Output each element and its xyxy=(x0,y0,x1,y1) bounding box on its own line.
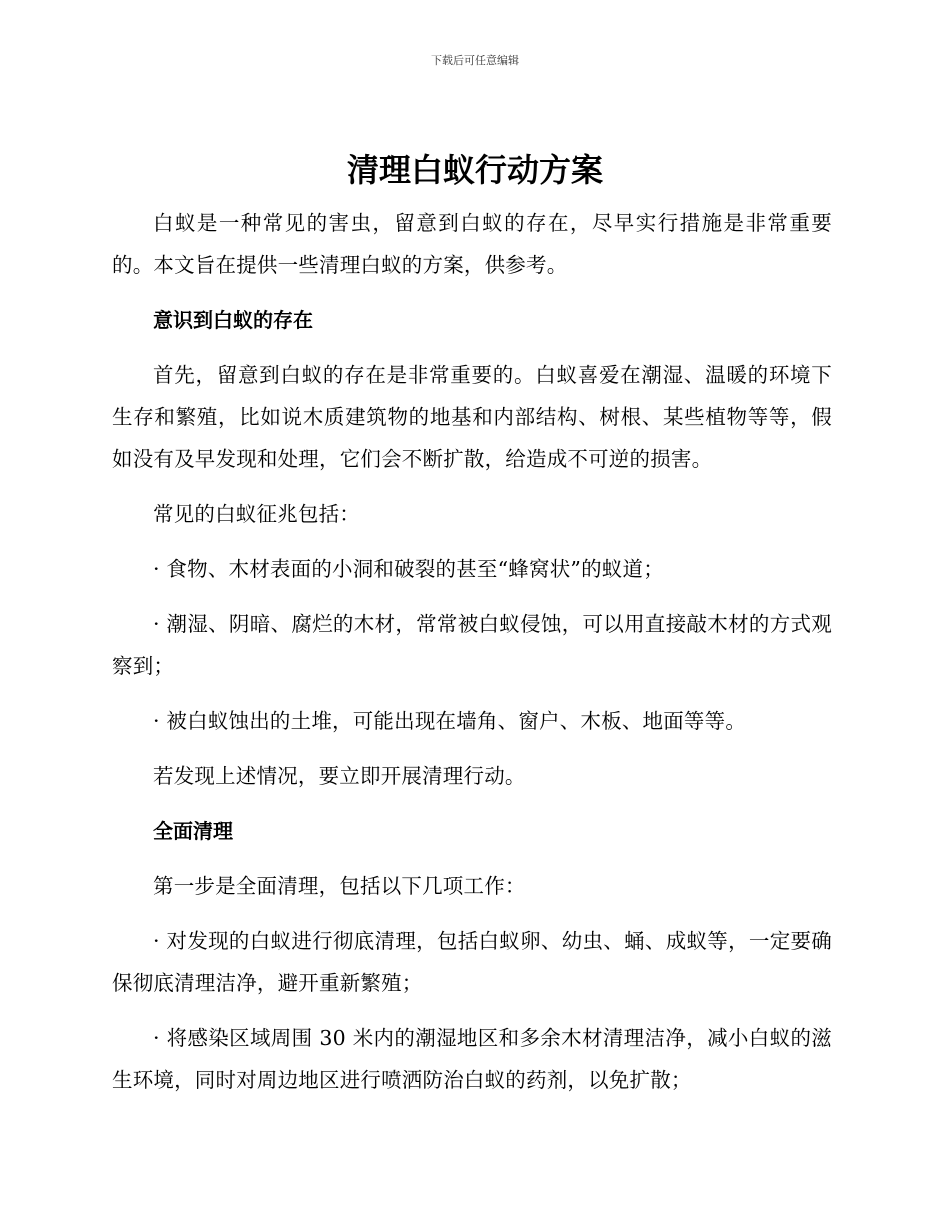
signs-bullet-3: · 被白蚁蚀出的土堆，可能出现在墙角、窗户、木板、地面等等。 xyxy=(153,709,747,733)
signs-intro-paragraph: 常见的白蚁征兆包括： xyxy=(153,502,360,526)
signs-bullet-1: · 食物、木材表面的小洞和破裂的甚至“蜂窝状”的蚁道； xyxy=(153,557,664,581)
section-heading-awareness: 意识到白蚁的存在 xyxy=(153,308,313,332)
intro-paragraph: 白蚁是一种常见的害虫，留意到白蚁的存在，尽早实行措施是非常重要的。本文旨在提供一些清理白蚁的方案，供参考。 xyxy=(112,211,832,277)
page-header-note: 下载后可任意编辑 xyxy=(431,54,519,67)
document-body xyxy=(112,202,832,1101)
action-paragraph: 若发现上述情况，要立即开展清理行动。 xyxy=(153,764,526,788)
awareness-paragraph: 首先，留意到白蚁的存在是非常重要的。白蚁喜爱在潮湿、温暖的环境下生存和繁殖，比如说木质建筑物的地基和内部结构、树根、某些植物等等，假如没有及早发现和处理，它们会不断扩散，给造成不可逆的损害。 xyxy=(112,363,832,471)
cleanup-bullet-1: · 对发现的白蚁进行彻底清理，包括白蚁卵、幼虫、蛹、成蚁等，一定要确保彻底清理洁净，避开重新繁殖； xyxy=(112,929,832,995)
section-heading-cleanup: 全面清理 xyxy=(153,819,233,843)
cleanup-intro-paragraph: 第一步是全面清理，包括以下几项工作： xyxy=(153,874,526,898)
signs-bullet-2: · 潮湿、阴暗、腐烂的木材，常常被白蚁侵蚀，可以用直接敲木材的方式观察到； xyxy=(112,612,832,678)
document-title: 清理白蚁行动方案 xyxy=(346,151,603,189)
cleanup-bullet-2: · 将感染区域周围 30 米内的潮湿地区和多余木材清理洁净，减小白蚁的滋生环境，同时对周边地区进行喷洒防治白蚁的药剂，以免扩散； xyxy=(112,1026,832,1092)
